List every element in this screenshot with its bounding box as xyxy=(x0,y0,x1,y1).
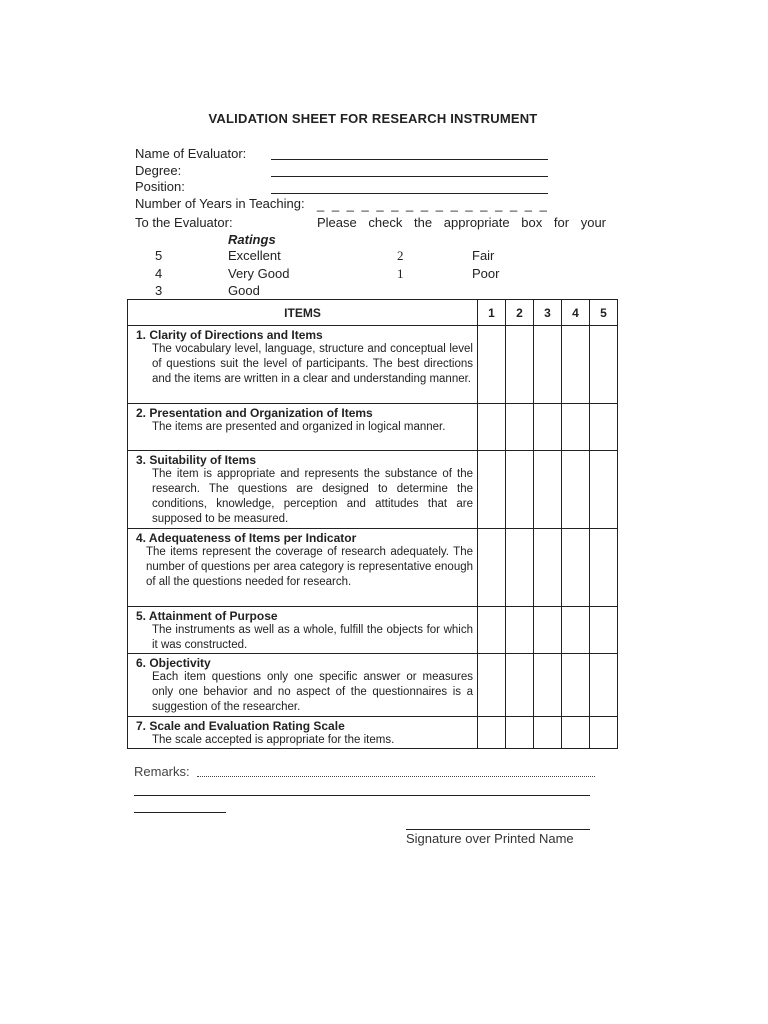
rating-label: Excellent xyxy=(228,248,281,263)
rating-box[interactable] xyxy=(506,451,534,529)
rating-box[interactable] xyxy=(590,404,618,451)
remarks-label: Remarks: xyxy=(134,764,190,779)
item-cell xyxy=(128,326,478,404)
rating-box[interactable] xyxy=(562,529,590,607)
document-title: VALIDATION SHEET FOR RESEARCH INSTRUMENT xyxy=(208,111,538,126)
table-row xyxy=(128,451,618,529)
rating-box[interactable] xyxy=(534,404,562,451)
column-header: 3 xyxy=(534,300,562,326)
rating-box[interactable] xyxy=(478,404,506,451)
signature-label: Signature over Printed Name xyxy=(406,831,574,846)
rating-number: 2 xyxy=(397,248,404,263)
rating-box[interactable] xyxy=(534,326,562,404)
rating-box[interactable] xyxy=(534,529,562,607)
years-blank[interactable]: _ _ _ _ _ _ _ _ _ _ _ _ _ _ _ _ xyxy=(317,197,549,212)
remarks-line[interactable] xyxy=(134,812,226,813)
rating-box[interactable] xyxy=(590,326,618,404)
rating-box[interactable] xyxy=(562,404,590,451)
table-row xyxy=(128,404,618,451)
position-label: Position: xyxy=(135,179,185,194)
rating-box[interactable] xyxy=(478,326,506,404)
rating-box[interactable] xyxy=(478,529,506,607)
item-description: Each item questions only one specific answer or measures only one behavior and no aspect of the questionnaires is a suggestion of the researcher. xyxy=(152,671,473,713)
item-cell xyxy=(128,607,478,654)
item-title: 6. Objectivity xyxy=(136,656,211,670)
degree-line[interactable] xyxy=(271,176,548,177)
rating-box[interactable] xyxy=(534,717,562,749)
item-title: 3. Suitability of Items xyxy=(136,453,257,467)
rating-box[interactable] xyxy=(590,717,618,749)
item-cell xyxy=(128,451,478,529)
item-description: The item is appropriate and represents the substance of the research. The questions are designed to determine the conditions, knowledge, perception and attitudes that are supposed to be measured. xyxy=(152,468,473,525)
rating-box[interactable] xyxy=(534,607,562,654)
rating-box[interactable] xyxy=(562,717,590,749)
ratings-heading: Ratings xyxy=(228,232,276,247)
rating-box[interactable] xyxy=(478,451,506,529)
rating-box[interactable] xyxy=(590,451,618,529)
rating-number: 3 xyxy=(155,283,163,298)
rating-box[interactable] xyxy=(506,717,534,749)
table-row xyxy=(128,717,618,749)
evaluator-line[interactable] xyxy=(271,159,548,160)
item-title: 7. Scale and Evaluation Rating Scale xyxy=(136,719,345,733)
table-row xyxy=(128,326,618,404)
to-evaluator-label: To the Evaluator: xyxy=(135,215,233,230)
item-title: 4. Adequateness of Items per Indicator xyxy=(136,531,357,545)
item-description: The items are presented and organized in logical manner. xyxy=(152,421,446,433)
rating-number: 1 xyxy=(397,266,404,281)
rating-label: Poor xyxy=(472,266,500,281)
item-cell xyxy=(128,717,478,749)
remarks-line[interactable] xyxy=(197,776,595,777)
years-label: Number of Years in Teaching: xyxy=(135,196,305,211)
items-header: ITEMS xyxy=(128,300,478,326)
validation-table xyxy=(127,299,618,749)
rating-box[interactable] xyxy=(506,529,534,607)
degree-label: Degree: xyxy=(135,163,182,178)
table-row xyxy=(128,654,618,717)
rating-box[interactable] xyxy=(562,654,590,717)
rating-box[interactable] xyxy=(562,326,590,404)
rating-box[interactable] xyxy=(590,529,618,607)
column-header: 1 xyxy=(478,300,506,326)
item-description: The items represent the coverage of research adequately. The number of questions per area category is representative enough of all the questions needed for research. xyxy=(146,546,473,588)
rating-number: 5 xyxy=(155,248,163,263)
rating-box[interactable] xyxy=(506,607,534,654)
rating-box[interactable] xyxy=(506,404,534,451)
signature-line[interactable] xyxy=(406,829,590,830)
item-cell xyxy=(128,529,478,607)
item-description: The instruments as well as a whole, fulfill the objects for which it was constructed. xyxy=(152,624,473,651)
rating-label: Fair xyxy=(472,248,495,263)
item-description: The scale accepted is appropriate for the items. xyxy=(152,734,395,746)
rating-label: Very Good xyxy=(228,266,290,281)
rating-box[interactable] xyxy=(562,607,590,654)
column-header: 4 xyxy=(562,300,590,326)
position-line[interactable] xyxy=(271,193,548,194)
rating-box[interactable] xyxy=(478,654,506,717)
item-description: The vocabulary level, language, structure and conceptual level of questions suit the level of participants. The best directions and the items are written in a clear and understanding manner. xyxy=(152,343,473,385)
instruction-text: Please check the appropriate box for your xyxy=(317,215,606,230)
rating-label: Good xyxy=(228,283,260,298)
evaluator-label: Name of Evaluator: xyxy=(135,146,247,161)
rating-box[interactable] xyxy=(590,654,618,717)
rating-number: 4 xyxy=(155,266,163,281)
rating-box[interactable] xyxy=(534,451,562,529)
column-header: 5 xyxy=(590,300,618,326)
table-row xyxy=(128,529,618,607)
rating-box[interactable] xyxy=(534,654,562,717)
item-title: 2. Presentation and Organization of Items xyxy=(136,406,373,420)
rating-box[interactable] xyxy=(590,607,618,654)
item-cell xyxy=(128,404,478,451)
rating-box[interactable] xyxy=(478,607,506,654)
table-header-row xyxy=(128,300,618,326)
table-row xyxy=(128,607,618,654)
rating-box[interactable] xyxy=(562,451,590,529)
remarks-line[interactable] xyxy=(134,795,590,796)
rating-box[interactable] xyxy=(478,717,506,749)
rating-box[interactable] xyxy=(506,654,534,717)
item-cell xyxy=(128,654,478,717)
column-header: 2 xyxy=(506,300,534,326)
item-title: 5. Attainment of Purpose xyxy=(136,609,278,623)
rating-box[interactable] xyxy=(506,326,534,404)
item-title: 1. Clarity of Directions and Items xyxy=(136,328,323,342)
